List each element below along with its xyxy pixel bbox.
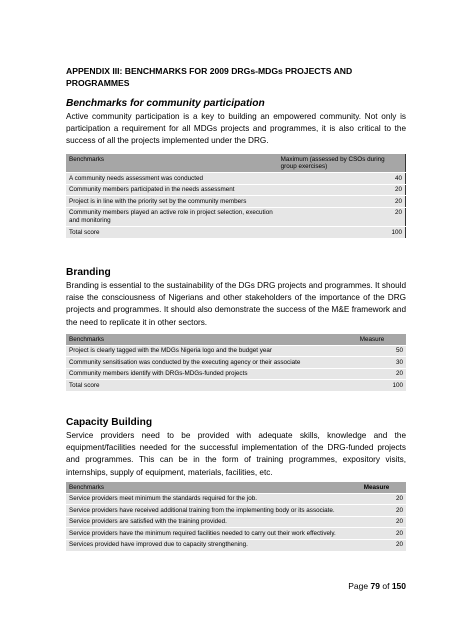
of-label: of [382,581,390,591]
section-paragraph-community-participation: Active community participation is a key to building an empowered community. Not only is participation a requirement for all MDGs projects and programmes, it is also critical to the success of all the projects implemented under the DRG. [66,112,406,146]
section-paragraph-branding: Branding is essential to the sustainability of the DGs DRG projects and programmes. It should raise the consciousness of Nigerians and other stakeholders of the importance of the DRG projects and programmes. It should also demonstrate the success of the M&E framework and the need to replicate it in other sectors. [66,281,406,327]
table-header-row [66,154,406,173]
table-row [66,539,406,551]
table-row-total [66,380,406,392]
score-cell: 20 [347,528,406,540]
table-row [66,207,406,226]
benchmark-cell: Services provided have improved due to capacity strengthening. [66,539,347,551]
benchmark-cell: Project is in line with the priority set by the community members [66,196,278,208]
benchmark-cell: Service providers have the minimum required facilities needed to carry out their work effectively. [66,528,347,540]
score-cell: 20 [347,539,406,551]
benchmark-cell: Community members participated in the needs assessment [66,184,278,196]
column-header-benchmarks: Benchmarks [66,334,338,345]
score-cell: 20 [347,505,406,517]
table-header-row [66,482,406,493]
column-header-maximum: Maximum (assessed by CSOs during group exercises) [278,154,406,173]
table-row [66,493,406,505]
benchmark-cell: Community sensitisation was conducted by the executing agency or their associate [66,357,338,369]
table-row [66,345,406,357]
section-heading-capacity-building: Capacity Building [66,417,153,428]
section-heading-community-participation: Benchmarks for community participation [66,98,265,109]
table-row [66,357,406,369]
column-header-measure: Measure [338,334,406,345]
table-row [66,196,406,208]
benchmark-table-branding [66,334,406,392]
total-label-cell: Total score [66,380,338,392]
benchmark-cell: Service providers meet minimum the standards required for the job. [66,493,347,505]
benchmark-cell: Community members identify with DRGs-MDGs-funded projects [66,368,338,380]
benchmark-cell: Project is clearly tagged with the MDGs Nigeria logo and the budget year [66,345,338,357]
table-row [66,184,406,196]
section-heading-branding: Branding [66,267,111,278]
section-paragraph-capacity-building: Service providers need to be provided with adequate skills, knowledge and the equipment/facilities needed for the successful implementation of the DRG-funded projects and programmes. This can be in the form of training programmes, expository visits, internships, supply of equipment, materials, facilities, etc. [66,431,406,477]
page-label: Page [348,581,369,591]
table-row [66,368,406,380]
table-header-row [66,334,406,345]
total-label-cell: Total score [66,227,278,239]
page-number: 79 [370,581,380,591]
column-header-measure: Measure [347,482,406,493]
benchmark-cell: A community needs assessment was conducted [66,173,278,185]
score-cell: 20 [278,196,406,208]
score-cell: 30 [338,357,406,369]
total-pages: 150 [391,581,406,591]
score-cell: 40 [278,173,406,185]
score-cell: 20 [338,368,406,380]
benchmark-cell: Service providers have received additional training from the implementing body or its associate. [66,505,347,517]
benchmark-table-capacity-building [66,482,406,552]
table-row [66,516,406,528]
total-score-cell: 100 [338,380,406,392]
column-header-benchmarks: Benchmarks [66,154,278,173]
appendix-title: APPENDIX III: BENCHMARKS FOR 2009 DRGs-MDGs PROJECTS AND PROGRAMMES [66,66,353,88]
table-row [66,173,406,185]
total-score-cell: 100 [278,227,406,239]
score-cell: 50 [338,345,406,357]
benchmark-table-community-participation [66,154,406,239]
score-cell: 20 [278,184,406,196]
benchmark-cell: Community members played an active role in project selection, execution and monitoring [66,207,278,226]
table-row [66,505,406,517]
score-cell: 20 [278,207,406,226]
score-cell: 20 [347,516,406,528]
page-footer [66,581,406,591]
benchmark-cell: Service providers are satisfied with the training provided. [66,516,347,528]
table-row [66,528,406,540]
column-header-benchmarks: Benchmarks [66,482,347,493]
table-row-total [66,227,406,239]
score-cell: 20 [347,493,406,505]
